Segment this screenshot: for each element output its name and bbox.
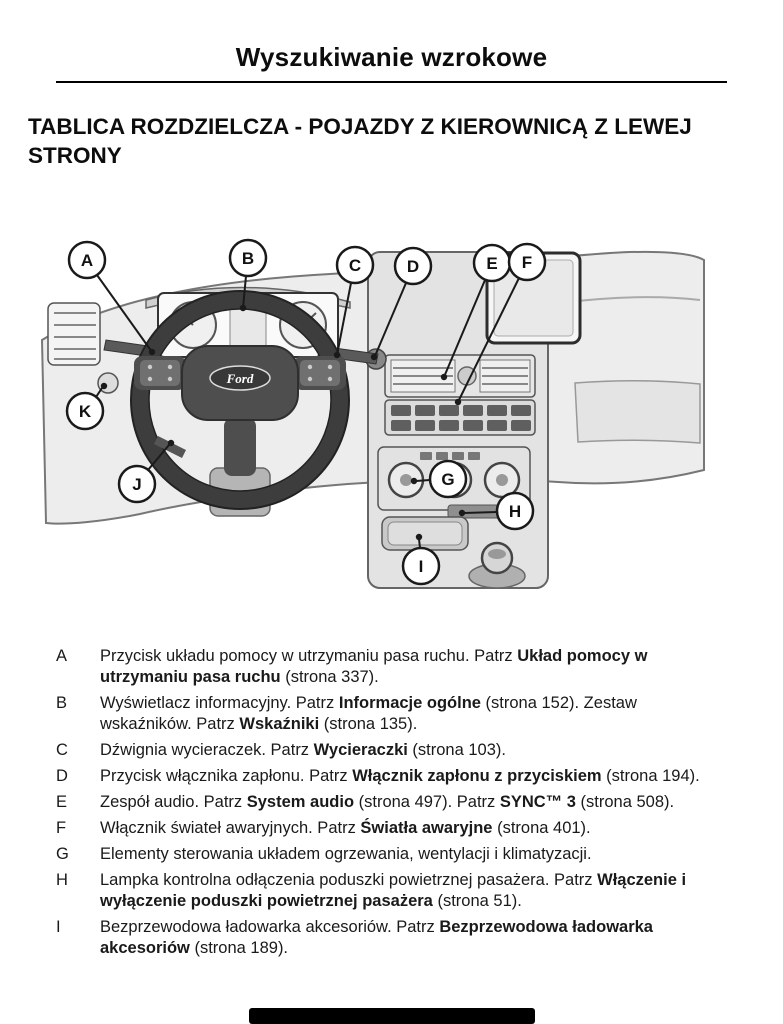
callout-label-j: J	[132, 475, 142, 494]
legend-segment-bold: SYNC™ 3	[499, 793, 576, 811]
callout-label-e: E	[486, 254, 498, 273]
wireless-charging-pad	[382, 517, 468, 550]
legend-segment: (strona 497). Patrz	[354, 793, 500, 811]
legend-letter: E	[56, 793, 68, 811]
legend-item-b	[0, 693, 783, 735]
legend-segment-bold: System audio	[246, 793, 355, 811]
legend-letter: F	[56, 819, 67, 837]
legend-segment: (strona 401).	[492, 819, 591, 837]
legend-item-e	[0, 792, 783, 813]
legend-segment: (strona 135).	[319, 715, 418, 733]
legend-segment: Zespół audio. Patrz	[100, 793, 247, 811]
legend-segment-bold: Włączenie i wyłączenie poduszki powietrznej pasażera	[100, 871, 687, 910]
callout-label-a: A	[80, 251, 94, 270]
legend-segment: Lampka kontrolna odłączenia poduszki powietrznej pasażera. Patrz	[100, 871, 598, 889]
legend-segment-bold: Włącznik zapłonu z przyciskiem	[352, 767, 602, 785]
legend-segment: (strona 189).	[189, 939, 289, 957]
legend-segment-bold: Światła awaryjne	[360, 819, 493, 837]
section-heading: TABLICA ROZDZIELCZA - POJAZDY Z KIEROWNICĄ Z LEWEJ STRONY	[28, 114, 692, 168]
legend-segment: (strona 103).	[407, 741, 506, 759]
ford-logo-text: Ford	[226, 371, 254, 386]
legend-segment: (strona 51).	[432, 892, 522, 910]
legend-segment: (strona 337).	[280, 668, 379, 686]
audio-panel	[385, 400, 535, 435]
legend-segment-bold: Bezprzewodowa ładowarka akcesoriów	[100, 918, 653, 957]
legend-letter: A	[56, 647, 68, 665]
legend-text	[100, 767, 700, 785]
callout-label-d: D	[406, 257, 420, 276]
legend-letter: I	[56, 918, 61, 936]
left-air-vent	[48, 303, 100, 365]
legend-text	[100, 741, 506, 759]
center-air-vents-panel	[385, 355, 535, 397]
dashboard-illustration	[0, 228, 783, 600]
legend-segment-bold: Wycieraczki	[313, 741, 408, 759]
legend-segment: Bezprzewodowa ładowarka akcesoriów. Patrz	[100, 918, 440, 936]
legend-segment: Przycisk układu pomocy w utrzymaniu pasa ruchu. Patrz	[100, 647, 518, 665]
legend-letter: B	[56, 694, 68, 712]
legend-item-c	[0, 740, 783, 761]
callout-label-c: C	[348, 256, 362, 275]
legend-letter: H	[56, 871, 68, 889]
ford-logo	[210, 366, 270, 390]
legend-segment: Dźwignia wycieraczek. Patrz	[100, 741, 314, 759]
legend-item-d	[0, 766, 783, 787]
legend-text	[100, 647, 647, 686]
legend-segment: (strona 194).	[601, 767, 700, 785]
callout-label-h: H	[508, 502, 522, 521]
page-title: Wyszukiwanie wzrokowe	[235, 42, 548, 72]
page-footer-bar	[249, 1008, 535, 1024]
legend-segment: Przycisk włącznika zapłonu. Patrz	[100, 767, 353, 785]
legend-segment-bold: Wskaźniki	[239, 715, 320, 733]
callout-label-b: B	[241, 249, 255, 268]
legend-segment-bold: Układ pomocy w utrzymaniu pasa ruchu	[100, 647, 648, 686]
legend-text	[100, 819, 591, 837]
legend-segment: Włącznik świateł awaryjnych. Patrz	[100, 819, 361, 837]
legend	[0, 646, 783, 964]
legend-item-h	[0, 870, 783, 912]
legend-segment: (strona 152). Zestaw wskaźników. Patrz	[100, 694, 637, 733]
legend-item-a	[0, 646, 783, 688]
callout-label-f: F	[521, 253, 533, 272]
legend-letter: G	[56, 845, 69, 863]
legend-segment-bold: Informacje ogólne	[338, 694, 481, 712]
dashboard-figure	[0, 228, 783, 600]
legend-text	[100, 871, 686, 910]
legend-text	[100, 918, 653, 957]
legend-letter: C	[56, 741, 68, 759]
callout-label-g: G	[441, 470, 455, 489]
legend-segment: Elementy sterowania układem ogrzewania, wentylacji i klimatyzacji.	[100, 845, 592, 863]
legend-item-i	[0, 917, 783, 959]
legend-item-f	[0, 818, 783, 839]
callout-label-k: K	[78, 402, 92, 421]
title-rule	[56, 81, 727, 83]
legend-segment: (strona 508).	[575, 793, 675, 811]
legend-item-g	[0, 844, 783, 865]
legend-text	[100, 793, 674, 811]
legend-text	[100, 845, 592, 863]
legend-text	[100, 694, 637, 733]
legend-segment: Wyświetlacz informacyjny. Patrz	[100, 694, 339, 712]
legend-letter: D	[56, 767, 68, 785]
callout-label-i: I	[418, 557, 424, 576]
